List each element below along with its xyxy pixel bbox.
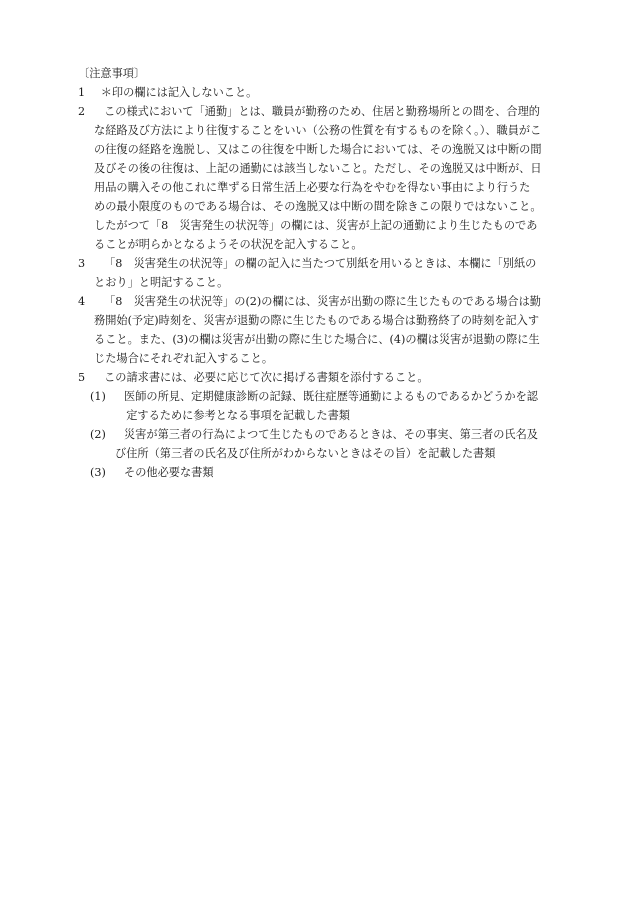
attachment-number: (2) xyxy=(90,428,106,441)
notes-heading: 〔注意事項〕 xyxy=(78,67,146,80)
attachment-number: (3) xyxy=(90,466,106,479)
attachment-number: (1) xyxy=(90,390,106,403)
note-text xyxy=(94,292,548,368)
note-text xyxy=(94,83,548,102)
note-line: 用品の購入その他これに準ずる日常生活上必要な行為をやむを得ない事由により行うた xyxy=(94,181,531,194)
note-text xyxy=(94,368,548,387)
note-item-4 xyxy=(78,292,548,368)
note-line: この請求書には、必要に応じて次に掲げる書類を添付すること。 xyxy=(104,371,429,384)
note-line: 及びその後の往復は、上記の通勤には該当しないこと。ただし、その逸脱又は中断が、日 xyxy=(94,162,542,175)
note-line: ＊印の欄には記入しないこと。 xyxy=(100,86,258,99)
attachment-line: その他必要な書類 xyxy=(124,466,214,479)
note-text xyxy=(94,102,548,254)
note-text xyxy=(94,254,548,292)
attachment-line: 災害が第三者の行為によつて生じたものであるときは、その事実、第三者の氏名及 xyxy=(124,428,538,441)
note-number: 1 xyxy=(78,86,86,99)
note-number: 5 xyxy=(78,371,86,384)
attachment-text xyxy=(124,463,548,482)
note-line: この様式において「通勤」とは、職員が勤務のため、住居と勤務場所との間を、合理的 xyxy=(104,105,540,118)
note-line: 「8 災害発生の状況等」の欄の記入に当たつて別紙を用いるときは、本欄に「別紙の xyxy=(104,257,537,270)
note-line: じた場合にそれぞれ記入すること。 xyxy=(94,352,274,365)
note-item-2 xyxy=(78,102,548,254)
note-line: とおり」と明記すること。 xyxy=(94,276,229,289)
notes-document xyxy=(78,64,548,482)
attachment-text xyxy=(124,387,548,425)
note-line: 「8 災害発生の状況等」の(2)の欄には、災害が出勤の際に生じたものである場合は勤 xyxy=(104,295,541,308)
note-line: の往復の経路を逸脱し、又はこの往復を中断した場合においては、その逸脱又は中断の間 xyxy=(94,143,542,156)
attachment-line: び住所（第三者の氏名及び住所がわからないときはその旨）を記載した書類 xyxy=(115,447,496,460)
note-line: ること。また、(3)の欄は災害が出勤の際に生じた場合に、(4)の欄は災害が退勤の際に生 xyxy=(94,333,540,346)
note-number: 2 xyxy=(78,105,86,118)
attachment-text xyxy=(115,425,548,463)
attachment-item-1 xyxy=(78,387,548,425)
attachment-item-2 xyxy=(78,425,548,463)
note-line: 務開始(予定)時刻を、災害が退勤の際に生じたものである場合は勤務終了の時刻を記入す xyxy=(94,314,540,327)
note-line: したがつて「8 災害発生の状況等」の欄には、災害が上記の通勤により生じたものであ xyxy=(94,219,538,232)
note-line: な経路及び方法により往復することをいい（公務の性質を有するものを除く。）、職員がこ xyxy=(94,124,542,137)
note-number: 3 xyxy=(78,257,86,270)
note-item-3 xyxy=(78,254,548,292)
note-line: ることが明らかとなるようその状況を記入すること。 xyxy=(94,238,363,251)
attachment-item-3 xyxy=(78,463,548,482)
attachment-line: 医師の所見、定期健康診断の記録、既往症歴等通勤によるものであるかどうかを認 xyxy=(124,390,538,403)
note-item-5 xyxy=(78,368,548,387)
note-line: めの最小限度のものである場合は、その逸脱又は中断の間を除きこの限りではないこと。 xyxy=(94,200,542,213)
note-number: 4 xyxy=(78,295,86,308)
attachment-line: 定するために参考となる事項を記載した書類 xyxy=(126,409,350,422)
note-item-1 xyxy=(78,83,548,102)
